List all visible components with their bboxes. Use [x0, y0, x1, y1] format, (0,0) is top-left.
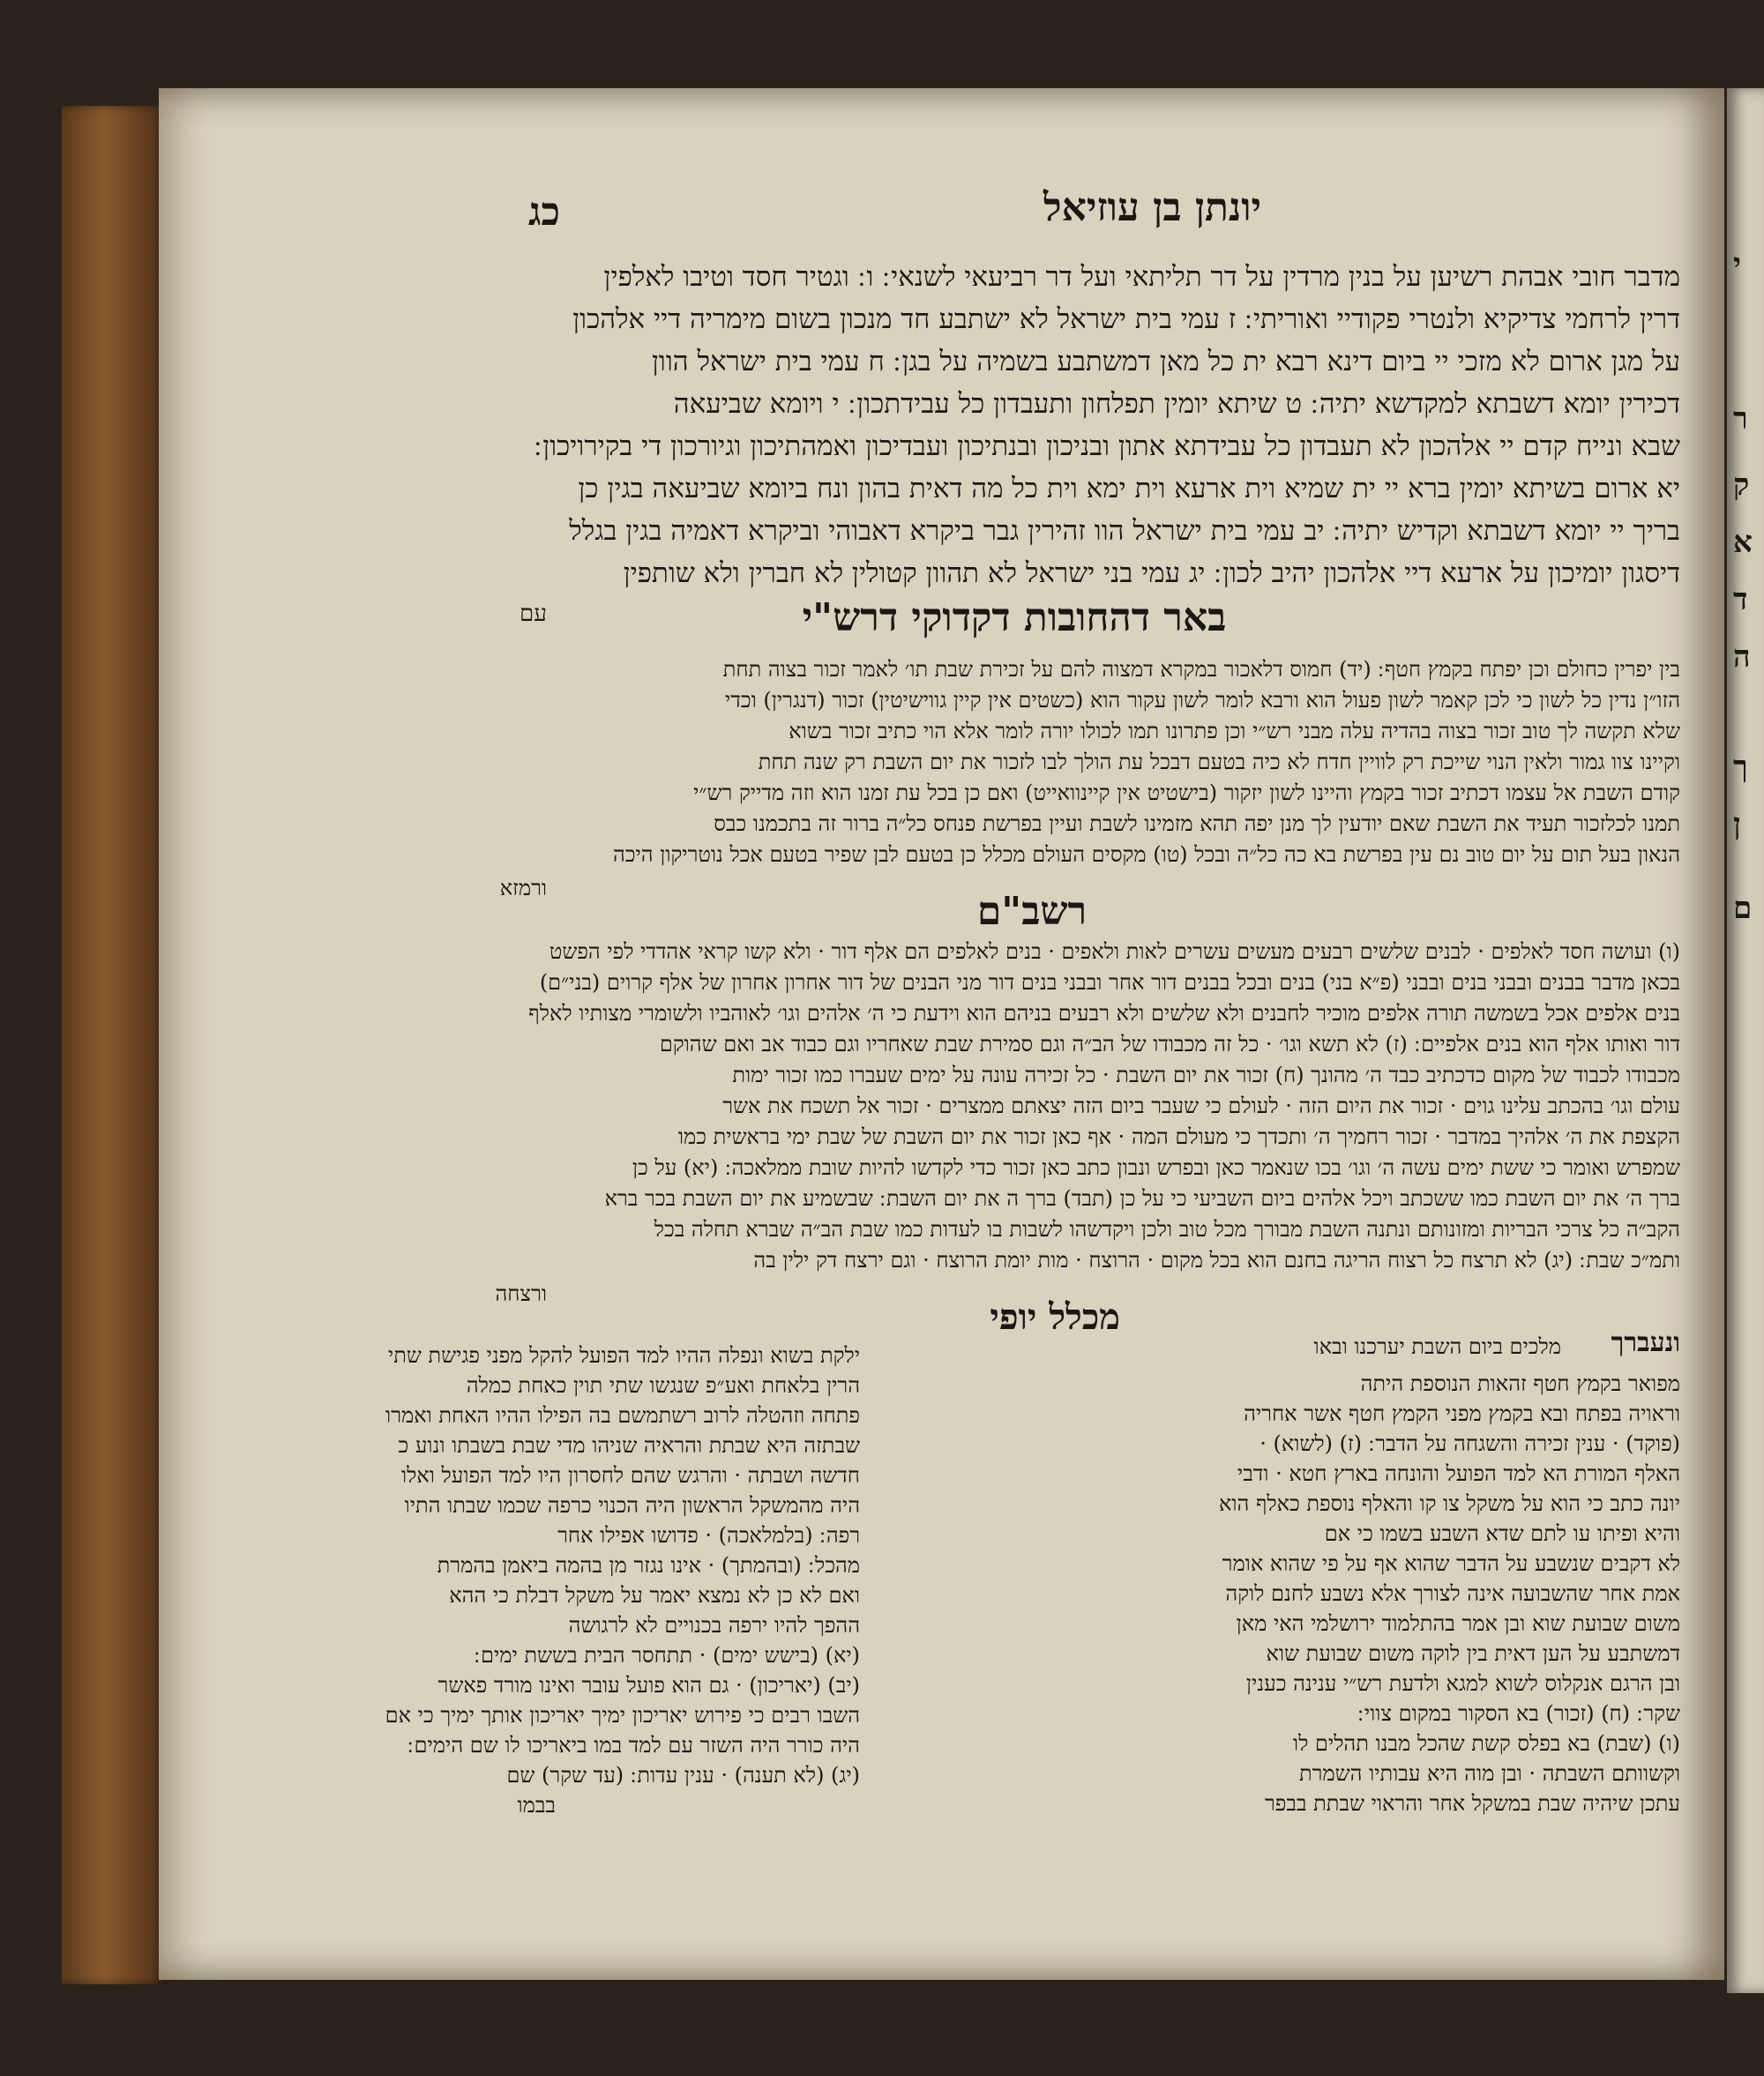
michlal-yofi-line: (יג) (לא תענה) · ענין עדות ׃ (עד שקר) שם — [506, 1763, 860, 1788]
baer-line: הנאון בעל תום על יום טוב נם עין בפרשת בא כה כל״ה ובכל (טו) מקסים העולם מכלל כן בטעם לבן שפיר בטעם אכל נוטריקון היכה — [612, 842, 1680, 867]
page-number: כג — [527, 190, 560, 235]
michlal-yofi-line: (יא) (בישש ימים) · תתחסר הבית בששת ימים ׃ — [474, 1643, 860, 1668]
targum-line: על מגן ארום לא מזכי יי ביום דינא רבא ית כל מאן דמשתבע בשמיה על בגן ׃ ח עמי בית ישראל הוון — [652, 346, 1680, 377]
facing-page-edge — [1727, 88, 1764, 1993]
targum-line: דכירין יומא דשבתא למקדשא יתיה ׃ ט שיתא יומין תפלחון ותעבדון כל עבידתכון ׃ י ויומא שביעאה — [673, 388, 1680, 420]
baer-line: הזו״ן נדין כל לשון כי לכן קאמר לשון פעול הוא ורבא לומר לשון עקור הוא (כשטים אין קיין גווישיטין) זכור (דנגרין) וכדי — [725, 688, 1680, 713]
rashbam-line: שמפרש ואומר כי ששת ימים עשה ה׳ וגו׳ בכו שנאמר כאן ובפרש ונבון כתב כאן זכור כדי לקדשו להיות שובת ממלאכה ׃ (יא) על כן — [632, 1155, 1680, 1180]
facing-glyph: א — [1733, 525, 1753, 560]
targum-line: יא ארום בשיתא יומין ברא יי ית שמיא וית ארעא וית ימא וית כל מה דאית בהון ונח ביומא שביעאה בגין כן — [578, 473, 1680, 504]
right-column-line: אמת אחר שהשבועה אינה לצורך אלא נשבע לחנם לוקה — [1225, 1581, 1680, 1606]
baer-heading: באר דהחובות דקדוקי דרש"י — [802, 595, 1227, 640]
michlal-yofi-line: הרין בלאחת ואע״פ שנגשו שתי תוין כאחת כמלה — [466, 1373, 860, 1398]
right-column-opening-word: ונעברך — [1611, 1327, 1680, 1358]
targum-line: דיסגון יומיכון על ארעא דיי אלהכון יהיב לכון ׃ יג עמי בני ישראל לא תהוון קטולין לא חברין ולא שותפין — [623, 557, 1680, 589]
right-column-line: וראויה בפתח ובא בקמץ מפני הקמץ חטף אשר אחריה — [1244, 1401, 1680, 1426]
right-column-line: דמשתבע על הען דאית בין לוקה משום שבועת שוא — [1266, 1641, 1680, 1666]
michlal-yofi-line: ההפך להיו ירפה בכנויים לא לרגושה — [568, 1613, 860, 1638]
right-column-heading: מלכים ביום השבת יערכנו ובאו — [1313, 1334, 1561, 1359]
targum-line: שבא ונייח קדם יי אלהכון לא תעבדון כל עבידתא אתון ובניכון ובנתיכון ועבדיכון ואמהתיכון וגיורכון די בקירויכון ׃ — [534, 430, 1680, 462]
michlal-yofi-line: ילקת בשוא ונפלה ההיו למד הפועל להקל מפני פגישת שתי — [387, 1343, 860, 1368]
right-column-line: משום שבועת שוא ובן אמר בהתלמוד ירושלמי האי מאן — [1236, 1611, 1680, 1636]
facing-glyph: ר — [1733, 401, 1748, 437]
baer-line: קודם השבת אל עצמו דכתיב זכור בקמץ והיינו לשון יזקור (בישטיט אין קיינוואייט) ואם כן בכל עת זמנו הוא וזה מדייק רש״י — [693, 780, 1680, 805]
facing-glyph: י — [1733, 247, 1741, 282]
rashbam-line: (ו) ועושה חסד לאלפים · לבנים שלשים רבעים מעשים עשרים לאות ולאפים · בנים לאלפים הם אלף דור · ולא קשו קראי אהדדי לפי הפשט — [549, 939, 1680, 964]
facing-glyph: ה — [1733, 639, 1751, 675]
rashbam-line: דור ואותו אלף הוא בנים אלפיים ׃ (ז) לא תשא וגו׳ · כל זה מכבודו של הב״ה וגם סמירת שבת שאחריו וגם כבוד אב ואם שהוקם — [659, 1032, 1680, 1057]
baer-line: תמנו לכלזכור תעיד את השבת שאם יודעין לך מנן יפה תהא מזמינו לשבת ועיין בפרשת פנחס כל״ה ברור זה בתכמנו כבס — [714, 811, 1680, 836]
michlal-yofi-line: פתחה וזהטלה לרוב רשתמשם בה הפילו ההיו האחת ואמרו — [385, 1403, 860, 1428]
baer-line: שלא תקשה לך טוב זכור בצוה בהדיה עלה מבני רש״י וכן פתרונו תמו לכולו יורה לומר אלא הוי כתיב זכור בשוא — [789, 719, 1680, 743]
right-column-line: מפואר בקמץ חטף זהאות הנוספת היתה — [1360, 1371, 1680, 1396]
michlal-yofi-line: היה מהמשקל הראשון היה הכנוי כרפה שכמו שבתו התיו — [404, 1493, 860, 1518]
baer-tail: ורמזא — [499, 876, 547, 900]
michlal-yofi-tail: בבמו — [517, 1793, 556, 1818]
rashbam-line: בנים אלפים אכל בשמשה תורה אלפים מוכיר לחבנים ולא שלשים ולא רבעים בניהם הוא וידעת כי ה׳ אלהים וגו׳ לאוהביו ולשומרי מצותיו לאלף — [528, 1001, 1680, 1026]
facing-glyph: ך — [1733, 750, 1748, 785]
rashbam-line: הקב״ה כל צרכי הבריות ומזונותם ונתנה השבת מבורך מכל טוב ולכן ויקדשהו לשבות בו לעדות כמו שבת הב״ה שברא תחלה בכל — [654, 1217, 1680, 1242]
rashbam-line: הקצפת את ה׳ אלהיך במדבר · זכור רחמיך ה׳ ותכדך כי מעולם המה · אף כאן זכור את יום השבת של שבת ימי בראשית כמו — [677, 1124, 1680, 1149]
targum-line: דרין לרחמי צדיקיא ולנטרי פקודיי ואוריתי ׃ ז עמי בית ישראל לא ישתבע חד מנכון בשום מימריה דיי אלהכון — [572, 303, 1680, 335]
michlal-yofi-line: מהכל ׃ (ובהמתך) · אינו נגזר מן בהמה ביאמן בהמרת — [437, 1553, 860, 1578]
baer-line: בין יפרין כחולם וכן יפתח בקמץ חטף ׃ (יד) חמוס דלאכור במקרא דמצוה להם על זכירת שבת תו׳ לאמר זכור בצוה תחת — [722, 657, 1680, 682]
catchword: עם — [519, 601, 547, 627]
right-column-line: (פוקד) · ענין זכירה והשגחה על הדבר ׃ (ז) (לשוא) · — [1259, 1431, 1680, 1456]
right-column-line: לא דקבים שנשבע על הדבר שהוא אף על פי שהוא אומר — [1222, 1551, 1680, 1576]
rashbam-line: מכבודו לכבוד של מקום כדכתיב כבד ה׳ מהונך (ח) זכור את יום השבת · כל זכירה עונה על ימים שעברו כמו זכור ימות — [732, 1063, 1680, 1087]
right-column-line: והיא ופיתו עו לתם שדא השבע בשמו כי אם — [1324, 1521, 1680, 1546]
michlal-yofi-heading: מכלל יופי — [990, 1296, 1120, 1338]
michlal-yofi-line: ואם לא כן לא נמצא יאמר על משקל דבלת כי ההא — [449, 1583, 860, 1608]
right-column-line: יונה כתב כי הוא על משקל צו קו והאלף נוספת כאלף הוא — [1218, 1491, 1680, 1516]
baer-line: וקיינו צוו גמור ולאין הנוי שייכת רק לוויין חדח לא כיה בטעם דבכל עת הולך לבו לזכור את יום השבת רק שנה תחת — [758, 750, 1680, 774]
right-column-line: וקשוותם השבתה · ובן מוה היא עבותיו השמרת — [1298, 1761, 1680, 1786]
right-column-line: (ו) (שבת) בא בפלס קשת שהכל מבנו תהלים לו — [1292, 1731, 1680, 1756]
right-column-line: האלף המורת הא למד הפועל והונחה בארץ חטא · ודבי — [1237, 1461, 1680, 1486]
book-edge — [62, 106, 168, 1984]
facing-glyph: ד — [1733, 582, 1748, 617]
michlal-yofi-line: חדשה ושבתה · והרגש שהם לחסרון היו למד הפועל ואלו — [401, 1463, 860, 1488]
rashbam-line: ותמ״כ שבת ׃ (יג) לא תרצח כל רצוח הריגה בחנם הוא בכל מקום · הרוצח · מות יומת הרוצח · וגם ירצח דק ילין בה — [753, 1248, 1680, 1273]
michlal-yofi-line: היה כורר היה השזר עם למד במו ביאריכו לו שם הימים ׃ — [407, 1733, 860, 1758]
rashbam-heading: רשב"ם — [976, 889, 1088, 934]
rashbam-line: בכאן מדבר בבנים ובבני בנים ובבני (פ״א בני) בנים ובכל בבנים דור אחר ובבני בנים דור מני הבנים של דור אחרון אחרון של אלף קרוים (בני״ם) — [539, 970, 1680, 995]
facing-glyph: ק — [1733, 467, 1750, 503]
right-column-line: שקר ׃ (ח) (זכור) בא הסקור במקום צווי ׃ — [1357, 1701, 1680, 1726]
facing-glyph: ן — [1733, 807, 1741, 842]
rashbam-tail: ורצחה — [495, 1281, 547, 1306]
right-column-line: עתכן שיהיה שבת במשקל אחר והראוי שבתת בבפר — [1265, 1791, 1680, 1816]
targum-line: בריך יי יומא דשבתא וקדיש יתיה ׃ יב עמי בית ישראל הוו זהירין גבר ביקרא דאבוהי וביקרא דאמיה בגין בגלל — [569, 515, 1680, 547]
rashbam-line: ברך ה׳ את יום השבת כמו ששכתב ויכל אלהים ביום השביעי כי על כן (תבד) ברך ה את יום השבת ׃ שבשמיע את יום השבת בכר ברא — [604, 1186, 1680, 1211]
michlal-yofi-line: השבו רבים כי פירוש יאריכון ימיך יאריכון אותך ימיך כי אם — [385, 1703, 860, 1728]
rashbam-line: עולם וגו׳ בהכתב עלינו גוים · זכור את היום הזה · לעולם כי שעבר ביום הזה יצאתם ממצרים · זכור אל תשכח את אשר — [722, 1094, 1680, 1118]
running-head-title: יונתן בן עוזיאל — [1043, 185, 1261, 230]
facing-glyph: ם — [1733, 891, 1753, 926]
right-column-line: ובן הרגם אנקלוס לשוא למגא ולדעת רש״י ענינה כענין — [1245, 1671, 1680, 1696]
michlal-yofi-line: (יב) (יאריכון) · גם הוא פועל עובר ואינו מורד פאשר — [437, 1673, 860, 1698]
michlal-yofi-line: רפה ׃ (בלמלאכה) · פדושו אפילו אחר — [557, 1523, 860, 1548]
targum-line: מדבר חובי אבהת רשיען על בנין מרדין על דר תליתאי ועל דר רביעאי לשנאי ׃ ו ׃ וגטיר חסד וטיבו לאלפין — [603, 261, 1680, 293]
michlal-yofi-line: שבתזה היא שבתת והראיה שניהו מדי שבת בשבתו ונוע כ — [398, 1433, 860, 1458]
